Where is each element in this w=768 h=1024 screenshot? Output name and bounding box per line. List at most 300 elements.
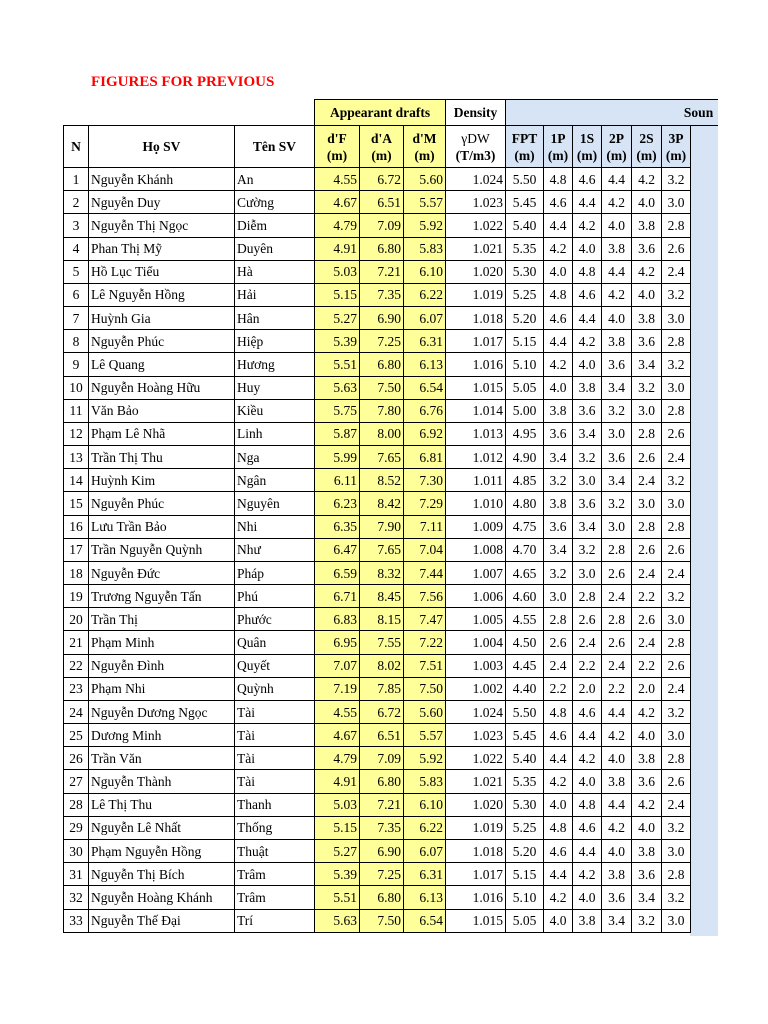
draft-aft-cell[interactable]: 6.51 xyxy=(360,191,404,214)
sounding-3p-cell[interactable]: 3.2 xyxy=(662,700,691,723)
sounding-2p-cell[interactable]: 3.4 xyxy=(602,376,632,399)
sounding-3p-cell[interactable]: 2.8 xyxy=(662,214,691,237)
sounding-2p-cell[interactable]: 3.0 xyxy=(602,422,632,445)
student-name-cell[interactable]: Tài xyxy=(235,724,315,747)
sounding-3p-cell[interactable]: 3.2 xyxy=(662,168,691,191)
sounding-fpt-cell[interactable]: 4.95 xyxy=(506,422,544,445)
student-name-cell[interactable]: Pháp xyxy=(235,561,315,584)
density-value-cell[interactable]: 1.023 xyxy=(446,191,506,214)
sounding-2s-cell[interactable]: 2.6 xyxy=(632,538,662,561)
student-name-cell[interactable]: Hiệp xyxy=(235,330,315,353)
sounding-3p-cell[interactable]: 2.8 xyxy=(662,399,691,422)
sounding-1s-cell[interactable]: 3.6 xyxy=(573,399,602,422)
density-value-cell[interactable]: 1.016 xyxy=(446,886,506,909)
sounding-1s-cell[interactable]: 3.4 xyxy=(573,515,602,538)
draft-forward-cell[interactable]: 7.07 xyxy=(315,654,360,677)
sounding-3p-cell[interactable]: 2.4 xyxy=(662,677,691,700)
density-value-cell[interactable]: 1.013 xyxy=(446,422,506,445)
sounding-fpt-cell[interactable]: 4.45 xyxy=(506,654,544,677)
draft-aft-cell[interactable]: 8.32 xyxy=(360,561,404,584)
sounding-2s-cell[interactable]: 4.2 xyxy=(632,168,662,191)
sounding-2s-cell[interactable]: 3.8 xyxy=(632,307,662,330)
student-surname-cell[interactable]: Phạm Nguyễn Hồng xyxy=(89,839,235,862)
sounding-2s-cell[interactable]: 3.8 xyxy=(632,214,662,237)
draft-aft-cell[interactable]: 6.80 xyxy=(360,237,404,260)
sounding-2s-cell[interactable]: 3.0 xyxy=(632,399,662,422)
col-2s-header[interactable]: 2S (m) xyxy=(632,126,662,168)
sounding-3p-cell[interactable]: 2.8 xyxy=(662,863,691,886)
draft-forward-cell[interactable]: 5.27 xyxy=(315,307,360,330)
draft-forward-cell[interactable]: 4.55 xyxy=(315,700,360,723)
draft-aft-cell[interactable]: 8.52 xyxy=(360,469,404,492)
sounding-2p-cell[interactable]: 2.6 xyxy=(602,631,632,654)
sounding-1p-cell[interactable]: 3.2 xyxy=(544,469,573,492)
draft-aft-cell[interactable]: 6.72 xyxy=(360,168,404,191)
row-number-cell[interactable]: 28 xyxy=(64,793,89,816)
sounding-3p-cell[interactable]: 2.6 xyxy=(662,770,691,793)
student-surname-cell[interactable]: Lưu Trần Bảo xyxy=(89,515,235,538)
student-name-cell[interactable]: Quân xyxy=(235,631,315,654)
student-surname-cell[interactable]: Nguyễn Dương Ngọc xyxy=(89,700,235,723)
sounding-1s-cell[interactable]: 4.0 xyxy=(573,353,602,376)
draft-midship-cell[interactable]: 5.60 xyxy=(404,700,446,723)
draft-forward-cell[interactable]: 5.03 xyxy=(315,793,360,816)
density-value-cell[interactable]: 1.016 xyxy=(446,353,506,376)
sounding-2p-cell[interactable]: 4.2 xyxy=(602,816,632,839)
sounding-2s-cell[interactable]: 3.6 xyxy=(632,863,662,886)
draft-midship-cell[interactable]: 6.22 xyxy=(404,816,446,839)
student-surname-cell[interactable]: Hồ Lục Tiểu xyxy=(89,260,235,283)
sounding-3p-cell[interactable]: 3.0 xyxy=(662,492,691,515)
sounding-3p-cell[interactable]: 2.4 xyxy=(662,260,691,283)
sounding-1s-cell[interactable]: 4.6 xyxy=(573,283,602,306)
student-name-cell[interactable]: Thống xyxy=(235,816,315,839)
sounding-1s-cell[interactable]: 4.0 xyxy=(573,770,602,793)
sounding-1p-cell[interactable]: 4.4 xyxy=(544,214,573,237)
sounding-2s-cell[interactable]: 4.2 xyxy=(632,260,662,283)
sounding-header[interactable]: Soun xyxy=(506,100,718,126)
draft-aft-cell[interactable]: 7.25 xyxy=(360,330,404,353)
density-value-cell[interactable]: 1.024 xyxy=(446,168,506,191)
sounding-2s-cell[interactable]: 4.2 xyxy=(632,793,662,816)
draft-aft-cell[interactable]: 6.80 xyxy=(360,770,404,793)
row-number-cell[interactable]: 4 xyxy=(64,237,89,260)
draft-midship-cell[interactable]: 7.04 xyxy=(404,538,446,561)
sounding-1p-cell[interactable]: 4.2 xyxy=(544,353,573,376)
draft-forward-cell[interactable]: 6.35 xyxy=(315,515,360,538)
density-value-cell[interactable]: 1.021 xyxy=(446,237,506,260)
draft-forward-cell[interactable]: 5.75 xyxy=(315,399,360,422)
student-surname-cell[interactable]: Lê Quang xyxy=(89,353,235,376)
sounding-3p-cell[interactable]: 2.4 xyxy=(662,446,691,469)
sounding-2s-cell[interactable]: 3.4 xyxy=(632,353,662,376)
sounding-3p-cell[interactable]: 3.0 xyxy=(662,376,691,399)
sounding-2p-cell[interactable]: 4.4 xyxy=(602,168,632,191)
draft-midship-cell[interactable]: 6.81 xyxy=(404,446,446,469)
sounding-2s-cell[interactable]: 3.2 xyxy=(632,376,662,399)
col-ho-sv-header[interactable]: Họ SV xyxy=(89,126,235,168)
sounding-1s-cell[interactable]: 4.4 xyxy=(573,191,602,214)
draft-forward-cell[interactable]: 5.51 xyxy=(315,353,360,376)
student-name-cell[interactable]: Nguyên xyxy=(235,492,315,515)
sounding-1s-cell[interactable]: 3.8 xyxy=(573,376,602,399)
sounding-fpt-cell[interactable]: 4.90 xyxy=(506,446,544,469)
row-number-cell[interactable]: 32 xyxy=(64,886,89,909)
sounding-fpt-cell[interactable]: 5.05 xyxy=(506,376,544,399)
student-surname-cell[interactable]: Nguyễn Khánh xyxy=(89,168,235,191)
draft-midship-cell[interactable]: 7.47 xyxy=(404,608,446,631)
sounding-2p-cell[interactable]: 3.8 xyxy=(602,863,632,886)
sounding-2p-cell[interactable]: 3.2 xyxy=(602,492,632,515)
student-surname-cell[interactable]: Phan Thị Mỹ xyxy=(89,237,235,260)
sounding-3p-cell[interactable]: 2.4 xyxy=(662,793,691,816)
sounding-2p-cell[interactable]: 4.4 xyxy=(602,700,632,723)
sounding-fpt-cell[interactable]: 5.15 xyxy=(506,330,544,353)
student-surname-cell[interactable]: Lê Nguyễn Hồng xyxy=(89,283,235,306)
appearant-drafts-header[interactable]: Appearant drafts xyxy=(315,100,446,126)
draft-aft-cell[interactable]: 8.15 xyxy=(360,608,404,631)
sounding-fpt-cell[interactable]: 5.10 xyxy=(506,886,544,909)
draft-aft-cell[interactable]: 6.51 xyxy=(360,724,404,747)
density-value-cell[interactable]: 1.010 xyxy=(446,492,506,515)
row-number-cell[interactable]: 7 xyxy=(64,307,89,330)
draft-aft-cell[interactable]: 6.80 xyxy=(360,353,404,376)
sounding-2s-cell[interactable]: 2.6 xyxy=(632,608,662,631)
draft-aft-cell[interactable]: 7.35 xyxy=(360,283,404,306)
sounding-1s-cell[interactable]: 3.0 xyxy=(573,561,602,584)
sounding-fpt-cell[interactable]: 5.20 xyxy=(506,307,544,330)
sounding-3p-cell[interactable]: 2.8 xyxy=(662,515,691,538)
sounding-fpt-cell[interactable]: 4.55 xyxy=(506,608,544,631)
sounding-1p-cell[interactable]: 4.4 xyxy=(544,863,573,886)
draft-aft-cell[interactable]: 7.21 xyxy=(360,260,404,283)
sounding-1s-cell[interactable]: 4.2 xyxy=(573,330,602,353)
draft-midship-cell[interactable]: 6.07 xyxy=(404,839,446,862)
sounding-fpt-cell[interactable]: 4.60 xyxy=(506,585,544,608)
sounding-1s-cell[interactable]: 2.0 xyxy=(573,677,602,700)
sounding-2p-cell[interactable]: 4.0 xyxy=(602,839,632,862)
sounding-1p-cell[interactable]: 3.8 xyxy=(544,492,573,515)
sounding-2s-cell[interactable]: 3.8 xyxy=(632,839,662,862)
sounding-1s-cell[interactable]: 3.2 xyxy=(573,538,602,561)
sounding-2p-cell[interactable]: 3.6 xyxy=(602,446,632,469)
draft-forward-cell[interactable]: 5.15 xyxy=(315,816,360,839)
student-surname-cell[interactable]: Nguyễn Thế Đại xyxy=(89,909,235,932)
col-da-header[interactable]: d'A (m) xyxy=(360,126,404,168)
draft-midship-cell[interactable]: 6.13 xyxy=(404,353,446,376)
sounding-1p-cell[interactable]: 3.8 xyxy=(544,399,573,422)
sounding-1s-cell[interactable]: 4.2 xyxy=(573,214,602,237)
student-surname-cell[interactable]: Nguyễn Thị Bích xyxy=(89,863,235,886)
student-surname-cell[interactable]: Trương Nguyễn Tấn xyxy=(89,585,235,608)
sounding-fpt-cell[interactable]: 5.25 xyxy=(506,816,544,839)
draft-forward-cell[interactable]: 6.47 xyxy=(315,538,360,561)
sounding-3p-cell[interactable]: 3.2 xyxy=(662,886,691,909)
sounding-2s-cell[interactable]: 3.2 xyxy=(632,909,662,932)
density-value-cell[interactable]: 1.006 xyxy=(446,585,506,608)
draft-aft-cell[interactable]: 7.55 xyxy=(360,631,404,654)
row-number-cell[interactable]: 31 xyxy=(64,863,89,886)
row-number-cell[interactable]: 21 xyxy=(64,631,89,654)
row-number-cell[interactable]: 17 xyxy=(64,538,89,561)
sounding-1p-cell[interactable]: 4.2 xyxy=(544,886,573,909)
student-surname-cell[interactable]: Nguyễn Thành xyxy=(89,770,235,793)
draft-midship-cell[interactable]: 7.44 xyxy=(404,561,446,584)
sounding-3p-cell[interactable]: 3.2 xyxy=(662,469,691,492)
draft-forward-cell[interactable]: 5.15 xyxy=(315,283,360,306)
row-number-cell[interactable]: 11 xyxy=(64,399,89,422)
sounding-3p-cell[interactable]: 2.6 xyxy=(662,422,691,445)
student-name-cell[interactable]: Hà xyxy=(235,260,315,283)
sounding-fpt-cell[interactable]: 4.40 xyxy=(506,677,544,700)
draft-midship-cell[interactable]: 5.83 xyxy=(404,237,446,260)
draft-aft-cell[interactable]: 8.45 xyxy=(360,585,404,608)
sounding-1p-cell[interactable]: 4.8 xyxy=(544,283,573,306)
sounding-3p-cell[interactable]: 2.8 xyxy=(662,631,691,654)
sounding-1p-cell[interactable]: 2.4 xyxy=(544,654,573,677)
density-value-cell[interactable]: 1.004 xyxy=(446,631,506,654)
draft-forward-cell[interactable]: 5.63 xyxy=(315,909,360,932)
draft-aft-cell[interactable]: 7.09 xyxy=(360,214,404,237)
draft-midship-cell[interactable]: 6.76 xyxy=(404,399,446,422)
sounding-1s-cell[interactable]: 3.2 xyxy=(573,446,602,469)
sounding-3p-cell[interactable]: 3.0 xyxy=(662,839,691,862)
draft-midship-cell[interactable]: 5.57 xyxy=(404,191,446,214)
sounding-3p-cell[interactable]: 3.0 xyxy=(662,608,691,631)
student-name-cell[interactable]: Tài xyxy=(235,770,315,793)
density-value-cell[interactable]: 1.022 xyxy=(446,214,506,237)
draft-midship-cell[interactable]: 6.54 xyxy=(404,909,446,932)
student-name-cell[interactable]: Phú xyxy=(235,585,315,608)
row-number-cell[interactable]: 6 xyxy=(64,283,89,306)
draft-forward-cell[interactable]: 4.79 xyxy=(315,747,360,770)
density-value-cell[interactable]: 1.014 xyxy=(446,399,506,422)
sounding-2p-cell[interactable]: 4.2 xyxy=(602,724,632,747)
student-name-cell[interactable]: Quyết xyxy=(235,654,315,677)
student-surname-cell[interactable]: Văn Bảo xyxy=(89,399,235,422)
col-1p-header[interactable]: 1P (m) xyxy=(544,126,573,168)
density-value-cell[interactable]: 1.007 xyxy=(446,561,506,584)
student-surname-cell[interactable]: Nguyễn Hoàng Hữu xyxy=(89,376,235,399)
sounding-fpt-cell[interactable]: 5.45 xyxy=(506,724,544,747)
draft-aft-cell[interactable]: 6.72 xyxy=(360,700,404,723)
draft-midship-cell[interactable]: 7.30 xyxy=(404,469,446,492)
student-name-cell[interactable]: Trí xyxy=(235,909,315,932)
sounding-3p-cell[interactable]: 2.8 xyxy=(662,330,691,353)
sounding-fpt-cell[interactable]: 5.15 xyxy=(506,863,544,886)
draft-aft-cell[interactable]: 7.21 xyxy=(360,793,404,816)
draft-midship-cell[interactable]: 6.22 xyxy=(404,283,446,306)
student-surname-cell[interactable]: Nguyễn Hoàng Khánh xyxy=(89,886,235,909)
draft-forward-cell[interactable]: 5.87 xyxy=(315,422,360,445)
sounding-fpt-cell[interactable]: 5.05 xyxy=(506,909,544,932)
row-number-cell[interactable]: 10 xyxy=(64,376,89,399)
sounding-1s-cell[interactable]: 4.4 xyxy=(573,839,602,862)
draft-aft-cell[interactable]: 7.80 xyxy=(360,399,404,422)
sounding-fpt-cell[interactable]: 5.40 xyxy=(506,214,544,237)
sounding-2s-cell[interactable]: 2.8 xyxy=(632,515,662,538)
draft-aft-cell[interactable]: 7.09 xyxy=(360,747,404,770)
student-name-cell[interactable]: An xyxy=(235,168,315,191)
sounding-1p-cell[interactable]: 4.2 xyxy=(544,770,573,793)
row-number-cell[interactable]: 14 xyxy=(64,469,89,492)
student-name-cell[interactable]: Như xyxy=(235,538,315,561)
sounding-1p-cell[interactable]: 4.4 xyxy=(544,330,573,353)
sounding-2p-cell[interactable]: 3.2 xyxy=(602,399,632,422)
draft-aft-cell[interactable]: 6.90 xyxy=(360,307,404,330)
draft-aft-cell[interactable]: 7.50 xyxy=(360,376,404,399)
density-value-cell[interactable]: 1.022 xyxy=(446,747,506,770)
student-name-cell[interactable]: Hương xyxy=(235,353,315,376)
sounding-2p-cell[interactable]: 3.4 xyxy=(602,469,632,492)
sounding-2s-cell[interactable]: 2.4 xyxy=(632,561,662,584)
row-number-cell[interactable]: 30 xyxy=(64,839,89,862)
row-number-cell[interactable]: 23 xyxy=(64,677,89,700)
student-name-cell[interactable]: Thuật xyxy=(235,839,315,862)
density-value-cell[interactable]: 1.005 xyxy=(446,608,506,631)
sounding-2p-cell[interactable]: 2.4 xyxy=(602,654,632,677)
sounding-1p-cell[interactable]: 3.6 xyxy=(544,515,573,538)
row-number-cell[interactable]: 2 xyxy=(64,191,89,214)
draft-forward-cell[interactable]: 5.27 xyxy=(315,839,360,862)
sounding-2p-cell[interactable]: 4.4 xyxy=(602,793,632,816)
sounding-1s-cell[interactable]: 4.6 xyxy=(573,168,602,191)
sounding-2s-cell[interactable]: 4.2 xyxy=(632,700,662,723)
sounding-1s-cell[interactable]: 2.6 xyxy=(573,608,602,631)
sounding-2s-cell[interactable]: 4.0 xyxy=(632,191,662,214)
sounding-fpt-cell[interactable]: 5.30 xyxy=(506,260,544,283)
sounding-1p-cell[interactable]: 4.0 xyxy=(544,260,573,283)
student-name-cell[interactable]: Huy xyxy=(235,376,315,399)
row-number-cell[interactable]: 1 xyxy=(64,168,89,191)
sounding-2p-cell[interactable]: 2.4 xyxy=(602,585,632,608)
density-value-cell[interactable]: 1.017 xyxy=(446,330,506,353)
draft-aft-cell[interactable]: 7.65 xyxy=(360,446,404,469)
sounding-1p-cell[interactable]: 4.2 xyxy=(544,237,573,260)
draft-forward-cell[interactable]: 6.11 xyxy=(315,469,360,492)
row-number-cell[interactable]: 3 xyxy=(64,214,89,237)
student-surname-cell[interactable]: Nguyễn Đình xyxy=(89,654,235,677)
student-name-cell[interactable]: Trâm xyxy=(235,886,315,909)
sounding-3p-cell[interactable]: 2.6 xyxy=(662,654,691,677)
sounding-2p-cell[interactable]: 3.4 xyxy=(602,909,632,932)
draft-aft-cell[interactable]: 7.90 xyxy=(360,515,404,538)
col-1s-header[interactable]: 1S (m) xyxy=(573,126,602,168)
sounding-fpt-cell[interactable]: 5.40 xyxy=(506,747,544,770)
student-name-cell[interactable]: Duyên xyxy=(235,237,315,260)
draft-aft-cell[interactable]: 7.65 xyxy=(360,538,404,561)
sounding-fpt-cell[interactable]: 5.45 xyxy=(506,191,544,214)
sounding-1s-cell[interactable]: 4.6 xyxy=(573,816,602,839)
draft-forward-cell[interactable]: 4.79 xyxy=(315,214,360,237)
student-surname-cell[interactable]: Phạm Minh xyxy=(89,631,235,654)
draft-midship-cell[interactable]: 7.50 xyxy=(404,677,446,700)
sounding-1p-cell[interactable]: 2.8 xyxy=(544,608,573,631)
sounding-2s-cell[interactable]: 2.4 xyxy=(632,469,662,492)
student-name-cell[interactable]: Quỳnh xyxy=(235,677,315,700)
draft-forward-cell[interactable]: 4.55 xyxy=(315,168,360,191)
sounding-2p-cell[interactable]: 3.8 xyxy=(602,330,632,353)
sounding-1s-cell[interactable]: 4.8 xyxy=(573,793,602,816)
draft-midship-cell[interactable]: 5.92 xyxy=(404,214,446,237)
draft-forward-cell[interactable]: 4.91 xyxy=(315,770,360,793)
student-surname-cell[interactable]: Trần Thị Thu xyxy=(89,446,235,469)
sounding-2s-cell[interactable]: 3.6 xyxy=(632,770,662,793)
sounding-1s-cell[interactable]: 4.4 xyxy=(573,724,602,747)
draft-midship-cell[interactable]: 6.54 xyxy=(404,376,446,399)
row-number-cell[interactable]: 12 xyxy=(64,422,89,445)
density-value-cell[interactable]: 1.020 xyxy=(446,793,506,816)
sounding-1s-cell[interactable]: 2.2 xyxy=(573,654,602,677)
draft-midship-cell[interactable]: 5.83 xyxy=(404,770,446,793)
density-value-cell[interactable]: 1.017 xyxy=(446,863,506,886)
sounding-1s-cell[interactable]: 2.4 xyxy=(573,631,602,654)
sounding-3p-cell[interactable]: 3.0 xyxy=(662,307,691,330)
draft-aft-cell[interactable]: 8.00 xyxy=(360,422,404,445)
row-number-cell[interactable]: 26 xyxy=(64,747,89,770)
sounding-1s-cell[interactable]: 3.6 xyxy=(573,492,602,515)
student-name-cell[interactable]: Tài xyxy=(235,700,315,723)
student-surname-cell[interactable]: Huỳnh Gia xyxy=(89,307,235,330)
sounding-fpt-cell[interactable]: 5.25 xyxy=(506,283,544,306)
density-header[interactable]: Density xyxy=(446,100,506,126)
draft-midship-cell[interactable]: 7.22 xyxy=(404,631,446,654)
row-number-cell[interactable]: 9 xyxy=(64,353,89,376)
student-name-cell[interactable]: Ngân xyxy=(235,469,315,492)
draft-forward-cell[interactable]: 4.67 xyxy=(315,191,360,214)
sounding-1p-cell[interactable]: 4.0 xyxy=(544,376,573,399)
student-surname-cell[interactable]: Nguyễn Đức xyxy=(89,561,235,584)
sounding-2p-cell[interactable]: 4.4 xyxy=(602,260,632,283)
student-surname-cell[interactable]: Nguyễn Thị Ngọc xyxy=(89,214,235,237)
student-surname-cell[interactable]: Dương Minh xyxy=(89,724,235,747)
sounding-1p-cell[interactable]: 4.6 xyxy=(544,839,573,862)
sounding-1p-cell[interactable]: 3.4 xyxy=(544,538,573,561)
student-name-cell[interactable]: Linh xyxy=(235,422,315,445)
draft-forward-cell[interactable]: 7.19 xyxy=(315,677,360,700)
student-name-cell[interactable]: Trâm xyxy=(235,863,315,886)
sounding-fpt-cell[interactable]: 4.65 xyxy=(506,561,544,584)
col-n-header[interactable]: N xyxy=(64,126,89,168)
student-surname-cell[interactable]: Nguyễn Lê Nhất xyxy=(89,816,235,839)
student-name-cell[interactable]: Thanh xyxy=(235,793,315,816)
draft-aft-cell[interactable]: 6.90 xyxy=(360,839,404,862)
student-name-cell[interactable]: Cường xyxy=(235,191,315,214)
sounding-1s-cell[interactable]: 3.4 xyxy=(573,422,602,445)
draft-aft-cell[interactable]: 8.42 xyxy=(360,492,404,515)
sounding-2s-cell[interactable]: 2.6 xyxy=(632,446,662,469)
col-ten-sv-header[interactable]: Tên SV xyxy=(235,126,315,168)
sounding-3p-cell[interactable]: 3.2 xyxy=(662,585,691,608)
sounding-fpt-cell[interactable]: 5.20 xyxy=(506,839,544,862)
sounding-1s-cell[interactable]: 4.0 xyxy=(573,886,602,909)
draft-midship-cell[interactable]: 6.13 xyxy=(404,886,446,909)
draft-midship-cell[interactable]: 5.92 xyxy=(404,747,446,770)
sounding-fpt-cell[interactable]: 4.50 xyxy=(506,631,544,654)
sounding-1p-cell[interactable]: 3.0 xyxy=(544,585,573,608)
draft-forward-cell[interactable]: 6.59 xyxy=(315,561,360,584)
sounding-3p-cell[interactable]: 2.4 xyxy=(662,561,691,584)
sounding-2s-cell[interactable]: 2.8 xyxy=(632,422,662,445)
student-name-cell[interactable]: Phước xyxy=(235,608,315,631)
density-value-cell[interactable]: 1.024 xyxy=(446,700,506,723)
sounding-3p-cell[interactable]: 2.8 xyxy=(662,747,691,770)
sounding-3p-cell[interactable]: 3.0 xyxy=(662,909,691,932)
student-surname-cell[interactable]: Nguyễn Duy xyxy=(89,191,235,214)
col-fpt-header[interactable]: FPT (m) xyxy=(506,126,544,168)
sounding-1p-cell[interactable]: 3.2 xyxy=(544,561,573,584)
sounding-1p-cell[interactable]: 2.2 xyxy=(544,677,573,700)
